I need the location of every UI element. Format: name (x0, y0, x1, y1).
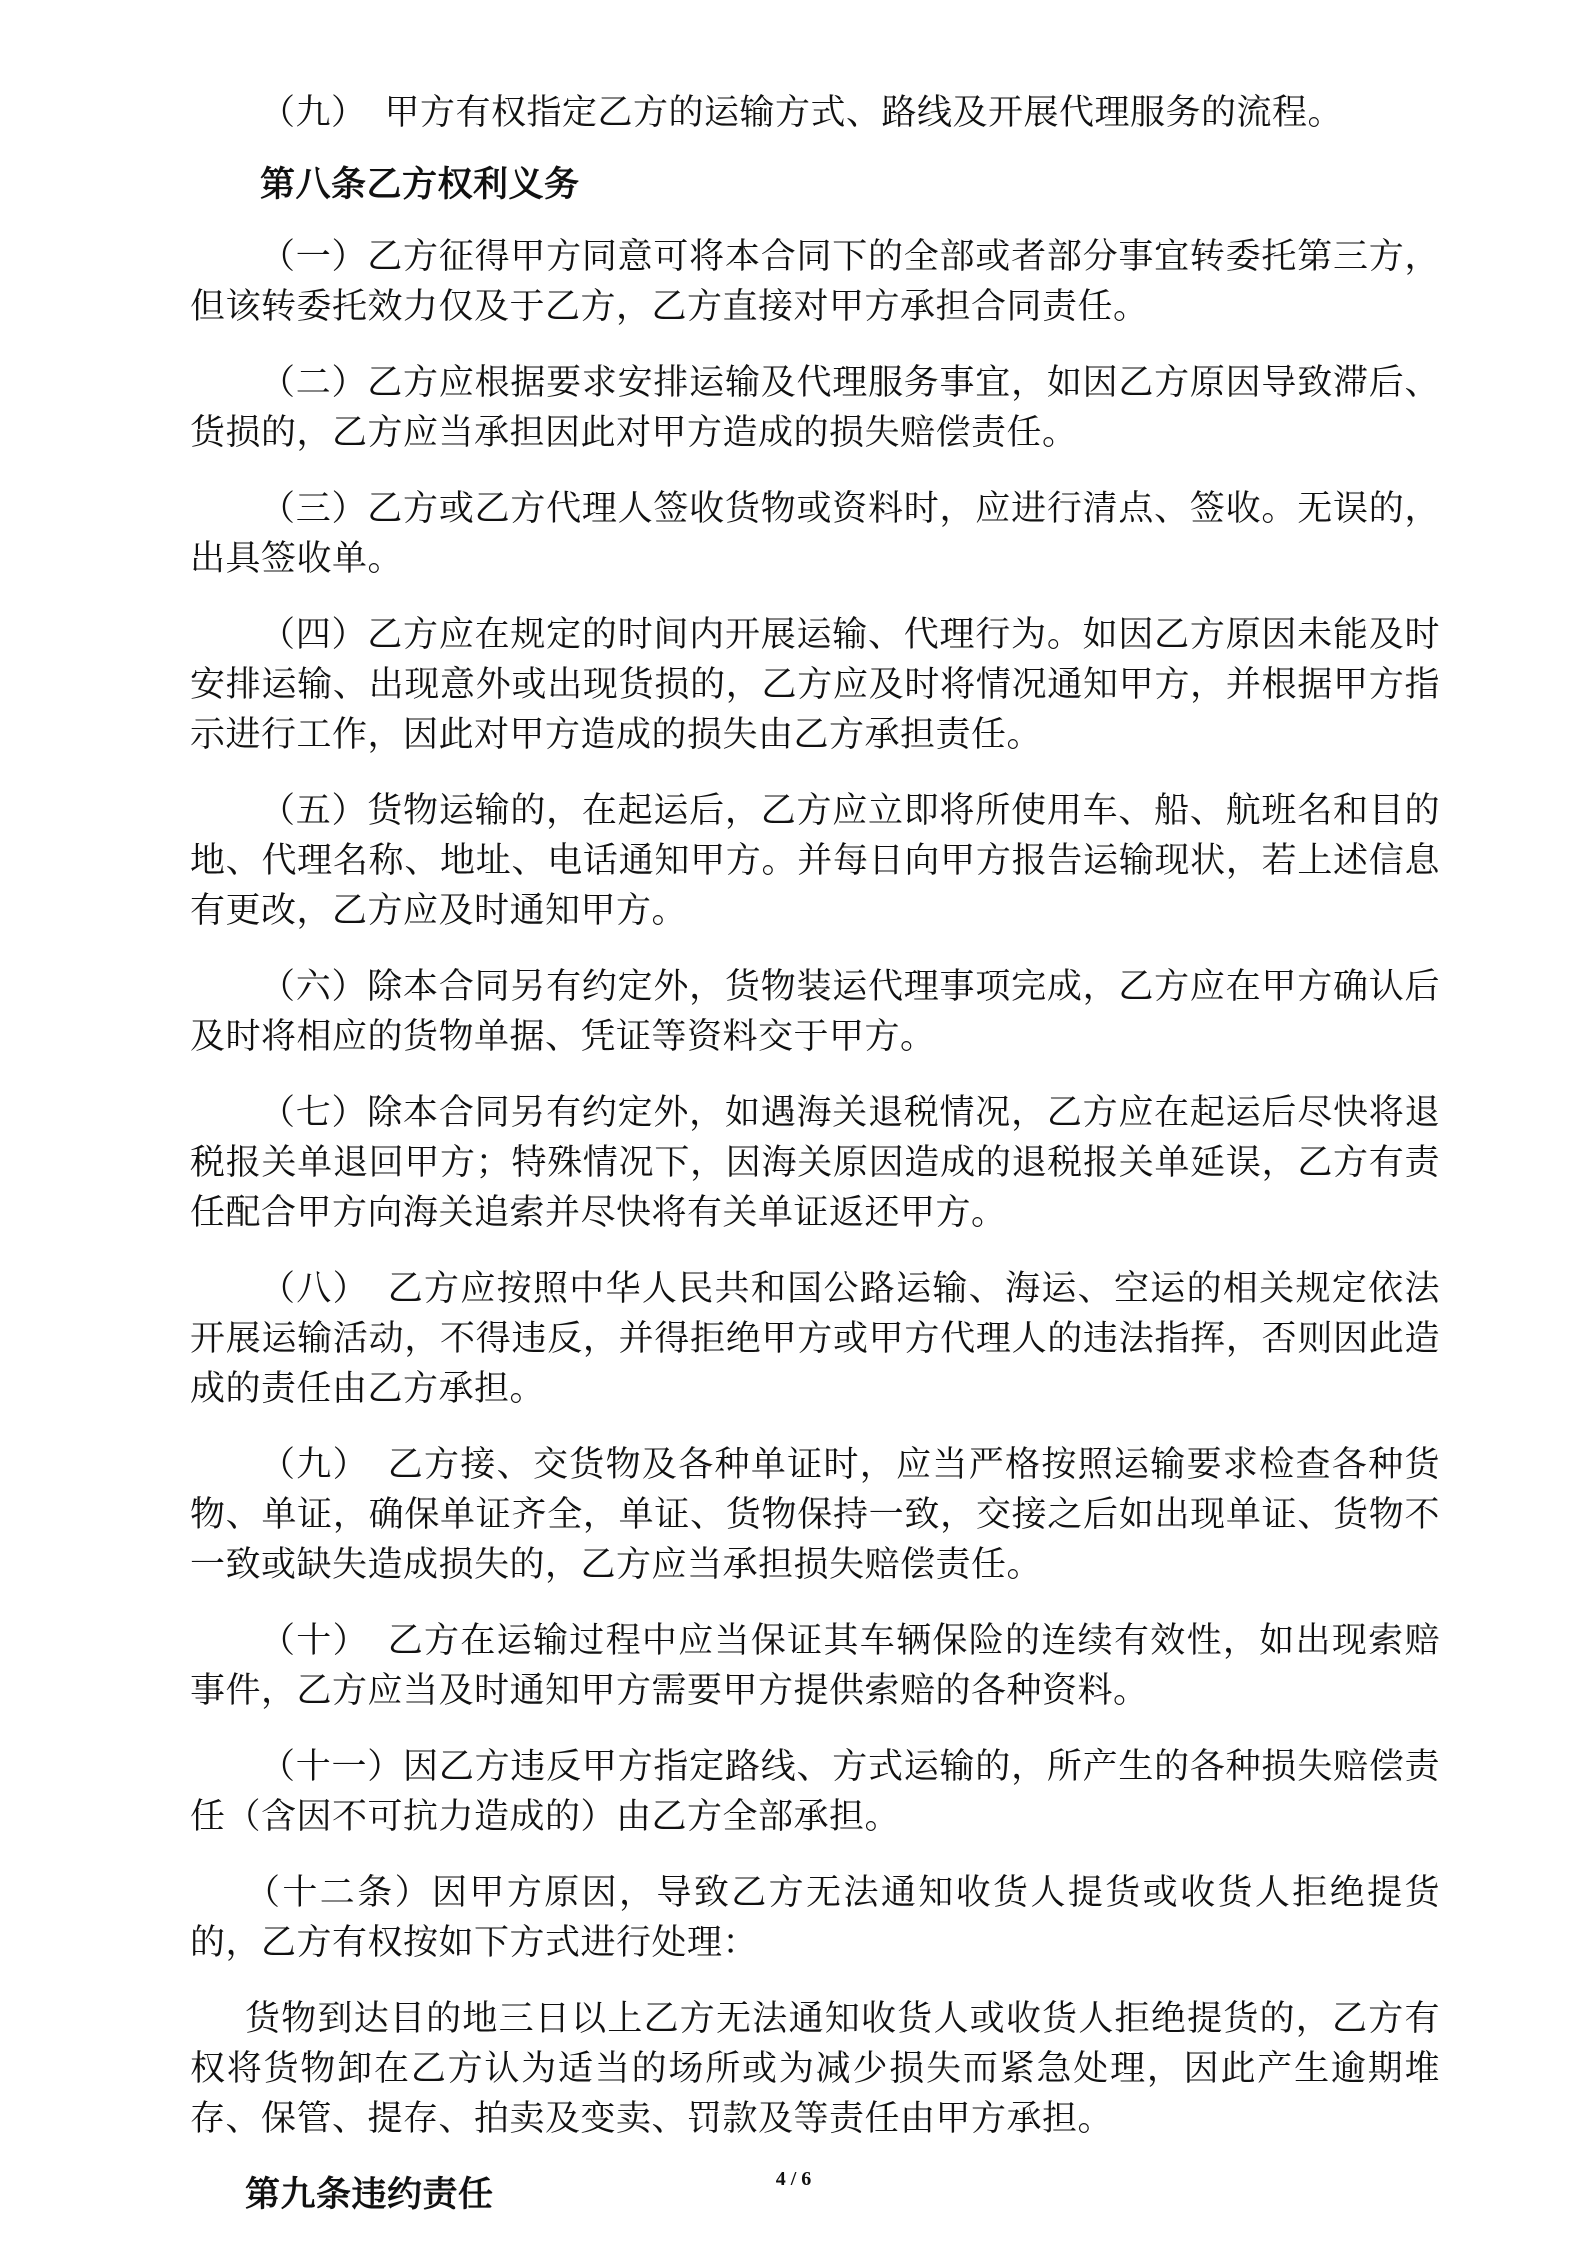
clause-yi-10: （十） 乙方在运输过程中应当保证其车辆保险的连续有效性，如出现索赔事件，乙方应当及时通知甲方需要甲方提供索赔的各种资料。 (190, 1621, 1440, 1711)
clause-yi-2: （二）乙方应根据要求安排运输及代理服务事宜，如因乙方原因导致滞后、货损的，乙方应当承担因此对甲方造成的损失赔偿责任。 (190, 363, 1440, 453)
page-number: 4 / 6 (775, 2168, 812, 2190)
clause-yi-12-detail: 货物到达目的地三日以上乙方无法通知收货人或收货人拒绝提货的，乙方有权将货物卸在乙方认为适当的场所或为减少损失而紧急处理，因此产生逾期堆存、保管、提存、拍卖及变卖、罚款及等责任由甲方承担。 (190, 1999, 1440, 2139)
section-heading-article-9: 第九条违约责任 (245, 2174, 494, 2215)
clause-yi-1: （一）乙方征得甲方同意可将本合同下的全部或者部分事宜转委托第三方，但该转委托效力仅及于乙方，乙方直接对甲方承担合同责任。 (190, 237, 1440, 327)
section-heading-article-8: 第八条乙方权利义务 (260, 164, 580, 205)
clause-yi-6: （六）除本合同另有约定外，货物装运代理事项完成，乙方应在甲方确认后及时将相应的货物单据、凭证等资料交于甲方。 (190, 967, 1440, 1057)
document-body (190, 88, 1440, 2220)
clause-yi-3: （三）乙方或乙方代理人签收货物或资料时，应进行清点、签收。无误的，出具签收单。 (190, 489, 1440, 579)
clause-yi-8: （八） 乙方应按照中华人民共和国公路运输、海运、空运的相关规定依法开展运输活动，不得违反，并得拒绝甲方或甲方代理人的违法指挥，否则因此造成的责任由乙方承担。 (190, 1269, 1440, 1409)
clause-yi-4: （四）乙方应在规定的时间内开展运输、代理行为。如因乙方原因未能及时安排运输、出现意外或出现货损的，乙方应及时将情况通知甲方，并根据甲方指示进行工作，因此对甲方造成的损失由乙方承担责任。 (190, 615, 1440, 755)
clause-yi-9: （九） 乙方接、交货物及各种单证时，应当严格按照运输要求检查各种货物、单证，确保单证齐全，单证、货物保持一致，交接之后如出现单证、货物不一致或缺失造成损失的，乙方应当承担损失赔偿责任。 (190, 1445, 1440, 1585)
clause-yi-12: （十二条）因甲方原因，导致乙方无法通知收货人提货或收货人拒绝提货的，乙方有权按如下方式进行处理： (190, 1873, 1440, 1963)
clause-yi-11: （十一）因乙方违反甲方指定路线、方式运输的，所产生的各种损失赔偿责任（含因不可抗力造成的）由乙方全部承担。 (190, 1747, 1440, 1837)
clause-yi-7: （七）除本合同另有约定外，如遇海关退税情况，乙方应在起运后尽快将退税报关单退回甲方；特殊情况下，因海关原因造成的退税报关单延误，乙方有责任配合甲方向海关追索并尽快将有关单证返还甲方。 (190, 1093, 1440, 1233)
clause-yi-5: （五）货物运输的，在起运后，乙方应立即将所使用车、船、航班名和目的地、代理名称、地址、电话通知甲方。并每日向甲方报告运输现状，若上述信息有更改，乙方应及时通知甲方。 (190, 791, 1440, 931)
clause-jia-9: （九） 甲方有权指定乙方的运输方式、路线及开展代理服务的流程。 (260, 93, 1344, 133)
